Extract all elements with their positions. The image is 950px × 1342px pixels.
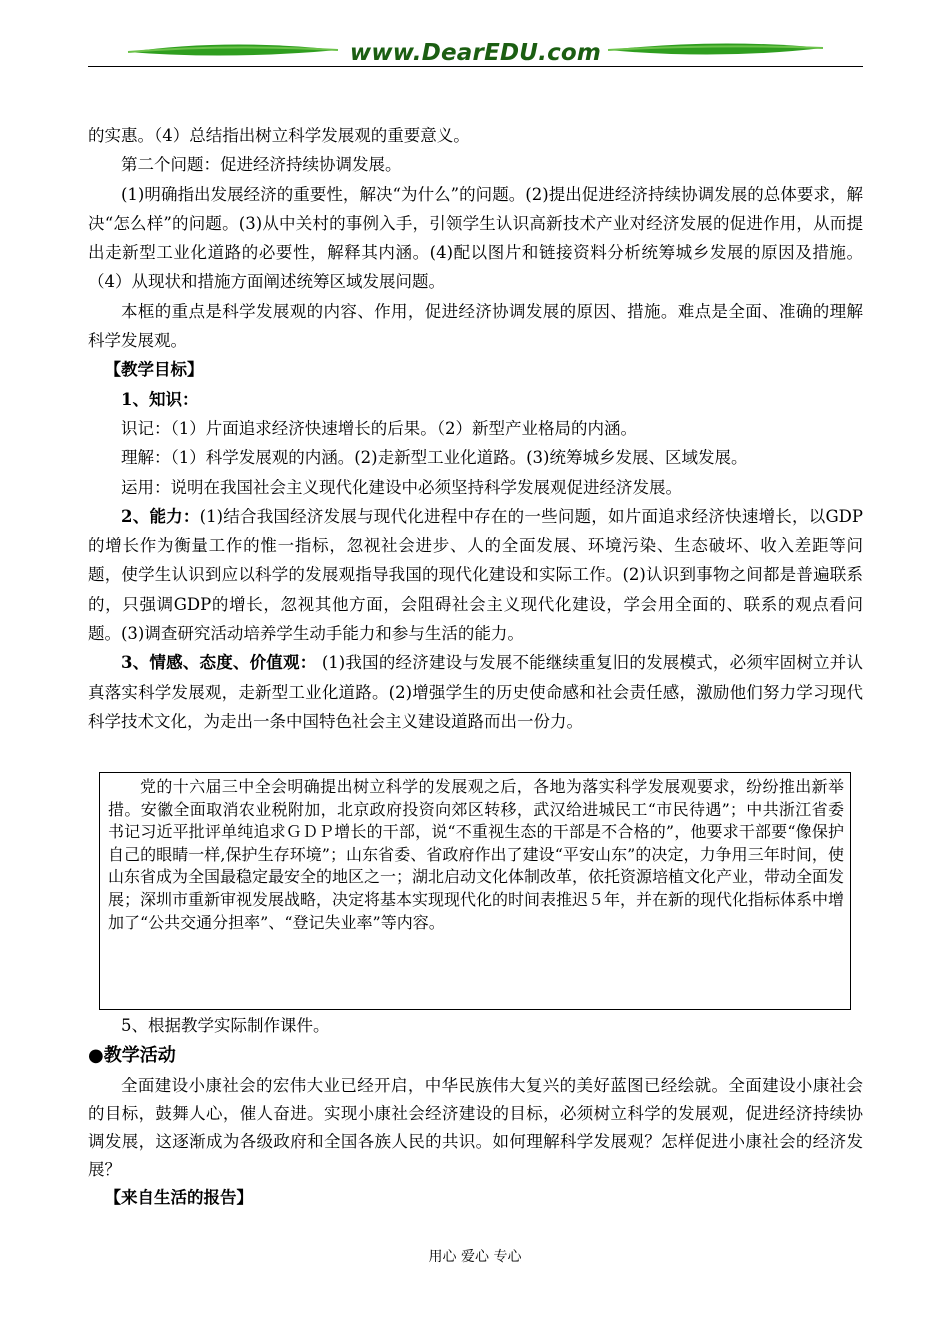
section-heading: 【来自生活的报告】 [104, 1188, 253, 1207]
paragraph-text: (1)结合我国经济发展与现代化进程中存在的一些问题，如片面追求经济快速增长，以GDP的增长作为衡量工作的惟一指标，忽视社会进步、人的全面发展、环境污染、生态破坏、收入差距等问题，使学生认识到应以科学的发展观指导我国的现代化建设和实际工作。(2)认识到事物之间都是普遍联系的，只强调GDP的增长，忽视其他方面，会阻碍社会主义现代化建设，学会用全面的、联系的观点看问题。(3)调查研究活动培养学生动手能力和参与生活的能力。 [88, 506, 864, 644]
news-box [99, 772, 851, 1010]
site-logo: www.DearEDU.com [349, 40, 602, 66]
paragraph-text: (1)我国的经济建设与发展不能继续重复旧的发展模式，必须牢固树立并认真落实科学发展观，走新型工业化道路。(2)增强学生的历史使命感和社会责任感，激励他们努力学习现代科学技术文化，为走出一条中国特色社会主义建设道路而出一份力。 [88, 653, 863, 731]
main-content [88, 121, 863, 736]
paragraph [88, 502, 863, 648]
section-title: ●教学活动 [88, 1045, 176, 1066]
section-heading: 【教学目标】 [104, 360, 204, 380]
paragraph: 理解：（1）科学发展观的内涵。(2)走新型工业化道路。(3)统筹城乡发展、区域发展。 [121, 448, 748, 468]
page-footer: 用心 爱心 专心 [428, 1249, 522, 1265]
subheading: 1、知识： [121, 389, 199, 409]
paragraph: 本框的重点是科学发展观的内容、作用，促进经济协调发展的原因、措施。难点是全面、准确的理解科学发展观。 [88, 301, 863, 351]
paragraph: 全面建设小康社会的宏伟大业已经开启，中华民族伟大复兴的美好蓝图已经绘就。全面建设小康社会的目标，鼓舞人心，催人奋进。实现小康社会经济建设的目标，必须树立科学的发展观，促进经济持续协调发展，这逐渐成为各级政府和全国各族人民的共识。如何理解科学发展观？怎样促进小康社会的经济发展？ [88, 1076, 863, 1179]
paragraph: 5、根据教学实际制作课件。 [121, 1016, 330, 1035]
paragraph: 识记：（1）片面追求经济快速增长的后果。（2）新型产业格局的内涵。 [121, 418, 637, 438]
subheading: 3、情感、态度、价值观： [121, 653, 317, 673]
lower-content [88, 1012, 863, 1212]
paragraph: 运用：说明在我国社会主义现代化建设中必须坚持科学发展观促进经济发展。 [121, 477, 682, 497]
paragraph: (1)明确指出发展经济的重要性，解决“为什么”的问题。(2)提出促进经济持续协调发展的总体要求，解决“怎么样”的问题。(3)从中关村的事例入手，引领学生认识高新技术产业对经济发展的促进作用，从而提出走新型工业化道路的必要性，解释其内涵。(4)配以图片和链接资料分析统筹城乡发展的原因及措施。（4）从现状和措施方面阐述统筹区域发展问题。 [88, 184, 863, 292]
paragraph [88, 648, 863, 736]
header-rule [88, 66, 863, 67]
box-text: 党的十六届三中全会明确提出树立科学的发展观之后，各地为落实科学发展观要求，纷纷推出新举措。安徽全面取消农业税附加，北京政府投资向郊区转移，武汉给进城民工“市民待遇”；中共浙江省委书记习近平批评单纯追求ＧＤＰ增长的干部，说“不重视生态的干部是不合格的”，他要求干部要“像保护自己的眼睛一样,保护生存环境”；山东省委、省政府作出了建设“平安山东”的决定，力争用三年时间，使山东省成为全国最稳定最安全的地区之一；湖北启动文化体制改革，依托资源培植文化产业，带动全面发展；深圳市重新审视发展战略，决定将基本实现现代化的时间表推迟５年，并在新的现代化指标体系中增加了“公共交通分担率”、“登记失业率”等内容。 [108, 777, 845, 932]
paragraph: 第二个问题：促进经济持续协调发展。 [121, 155, 402, 175]
paragraph: 的实惠。（4）总结指出树立科学发展观的重要意义。 [88, 126, 470, 145]
subheading: 2、能力： [121, 506, 200, 526]
